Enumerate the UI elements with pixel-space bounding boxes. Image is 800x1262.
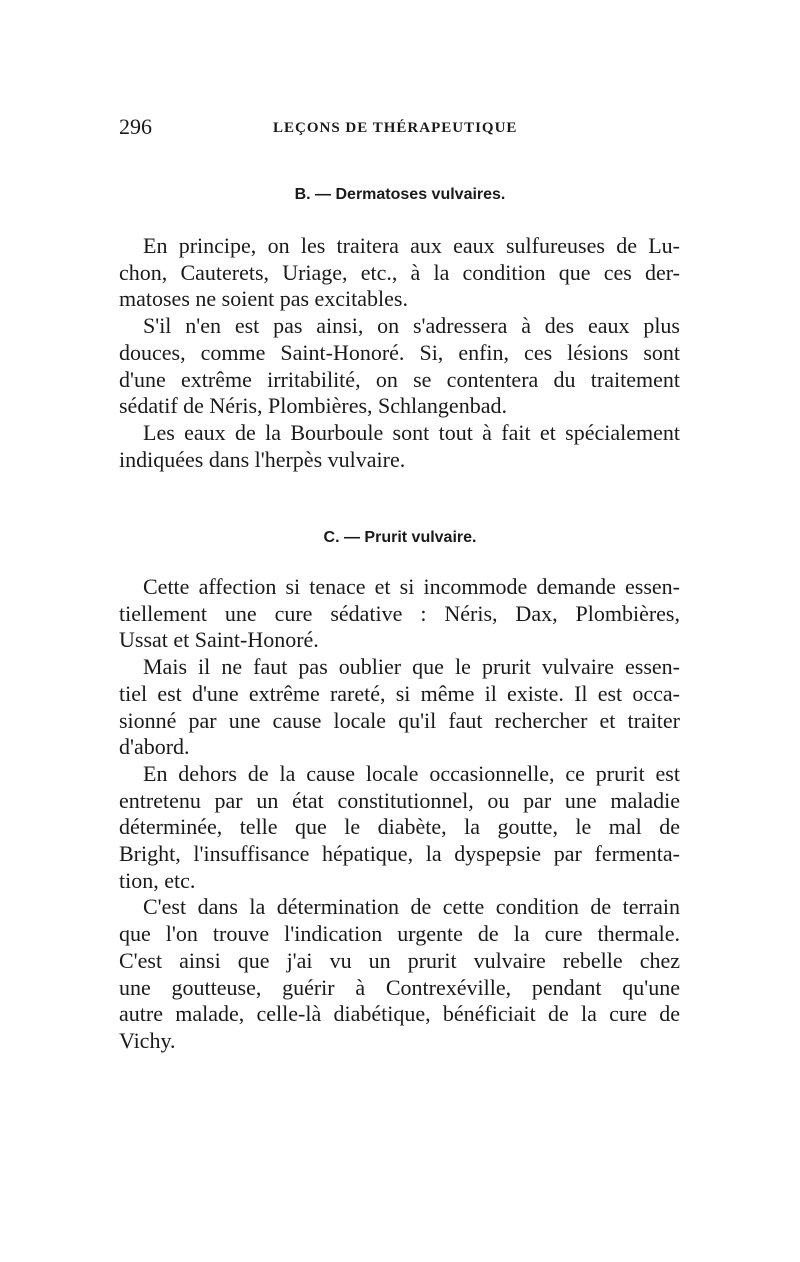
text-line: déterminée, telle que le diabète, la goutte, le mal de bbox=[119, 814, 680, 840]
text-line: Ussat et Saint-Honoré. bbox=[119, 627, 319, 653]
text-line: d'abord. bbox=[119, 734, 190, 760]
paragraph bbox=[119, 233, 680, 313]
text-line: tiel est d'une extrême rareté, si même il existe. Il est occa- bbox=[119, 680, 680, 706]
text-line: En dehors de la cause locale occasionnelle, ce prurit est bbox=[143, 760, 680, 786]
running-head bbox=[119, 113, 679, 143]
text-line: chon, Cauterets, Uriage, etc., à la condition que ces der- bbox=[119, 259, 680, 285]
section-heading-c bbox=[0, 526, 800, 550]
text-line: Vichy. bbox=[119, 1027, 176, 1053]
text-line: Les eaux de la Bourboule sont tout à fait et spécialement bbox=[143, 419, 680, 445]
paragraph bbox=[119, 761, 680, 895]
paragraph bbox=[119, 420, 680, 473]
section-heading-b bbox=[0, 183, 800, 207]
text-line: tion, etc. bbox=[119, 867, 196, 893]
text-line: tiellement une cure sédative : Néris, Dax, Plombières, bbox=[119, 600, 680, 626]
text-line: indiquées dans l'herpès vulvaire. bbox=[119, 446, 406, 472]
text-line: Mais il ne faut pas oublier que le prurit vulvaire essen- bbox=[143, 654, 680, 680]
paragraph bbox=[119, 313, 680, 420]
text-line: C'est dans la détermination de cette condition de terrain bbox=[143, 894, 680, 920]
text-line: matoses ne soient pas excitables. bbox=[119, 286, 408, 312]
text-line: sionné par une cause locale qu'il faut rechercher et traiter bbox=[119, 707, 680, 733]
text-line: sédatif de Néris, Plombières, Schlangenbad. bbox=[119, 393, 507, 419]
text-line: une goutteuse, guérir à Contrexéville, pendant qu'une bbox=[119, 974, 680, 1000]
page-number: 296 bbox=[119, 114, 152, 139]
text-line: douces, comme Saint-Honoré. Si, enfin, ces lésions sont bbox=[119, 339, 680, 365]
paragraph bbox=[119, 894, 680, 1054]
text-line: entretenu par un état constitutionnel, ou par une maladie bbox=[119, 787, 680, 813]
text-line: autre malade, celle-là diabétique, bénéficiait de la cure de bbox=[119, 1001, 680, 1027]
section-heading-c-text: C. — Prurit vulvaire. bbox=[323, 529, 477, 546]
text-line: d'une extrême irritabilité, on se contentera du traitement bbox=[119, 366, 680, 392]
text-line: Bright, l'insuffisance hépatique, la dyspepsie par fermenta- bbox=[119, 841, 680, 867]
paragraph bbox=[119, 574, 680, 654]
section-heading-b-text: B. — Dermatoses vulvaires. bbox=[294, 186, 506, 203]
text-line: S'il n'en est pas ainsi, on s'adressera à des eaux plus bbox=[143, 313, 680, 339]
section-c-body bbox=[119, 574, 680, 1055]
text-line: C'est ainsi que j'ai vu un prurit vulvaire rebelle chez bbox=[119, 947, 680, 973]
section-b-body bbox=[119, 233, 680, 473]
text-line: En principe, on les traitera aux eaux sulfureuses de Lu- bbox=[143, 233, 680, 258]
text-line: Cette affection si tenace et si incommode demande essen- bbox=[143, 574, 680, 599]
text-line: que l'on trouve l'indication urgente de la cure thermale. bbox=[119, 921, 680, 947]
paragraph bbox=[119, 654, 680, 761]
running-title: LEÇONS DE THÉRAPEUTIQUE bbox=[273, 120, 518, 136]
